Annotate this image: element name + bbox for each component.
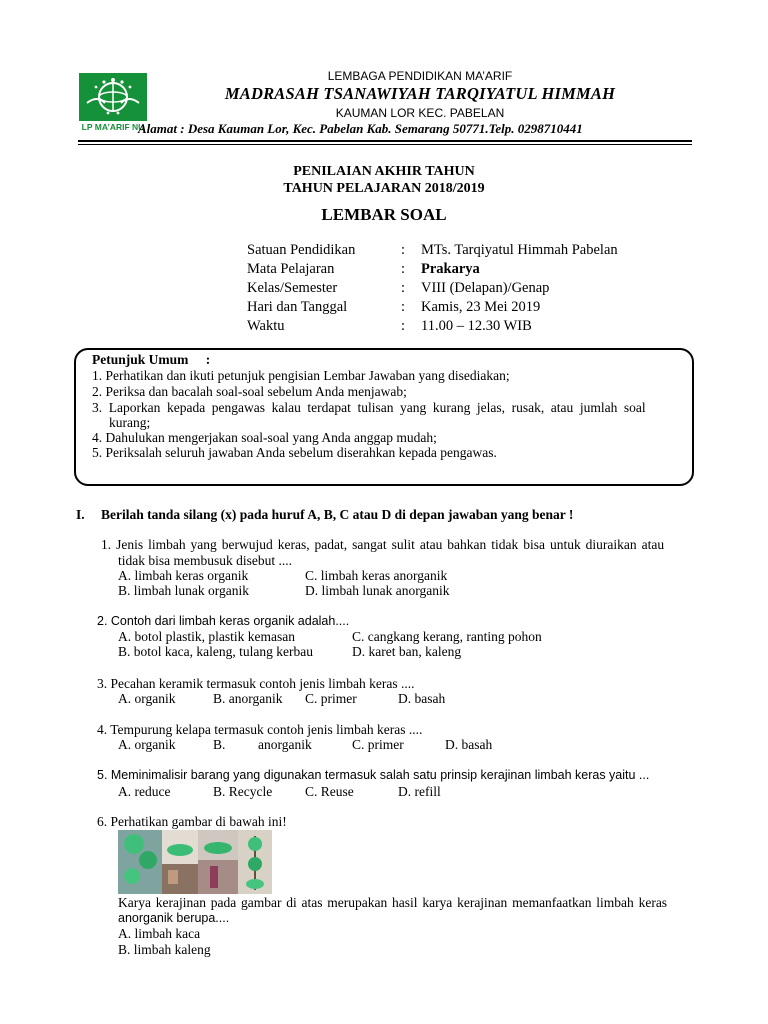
question-4-text: 4. Tempurung kelapa termasuk contoh jenis limbah keras .... — [97, 722, 423, 737]
question-6-text-cont: anorganik berupa.... — [118, 911, 230, 925]
question-6-text-cont: Karya kerajinan pada gambar di atas merupakan hasil karya kerajinan memanfaatkan limbah keras — [118, 895, 668, 910]
info-label: Hari dan Tanggal — [247, 299, 348, 315]
option-a: A. limbah keras organik — [118, 568, 249, 583]
option-d: D. basah — [398, 691, 446, 706]
option-d: D. refill — [398, 784, 441, 799]
lp-maarif-nu-logo — [79, 73, 147, 133]
info-value: 11.00 – 12.30 WIB — [421, 318, 532, 334]
option-b: B. limbah lunak organik — [118, 583, 249, 598]
instruction-item: 2. Periksa dan bacalah soal-soal sebelum Anda menjawab; — [92, 384, 407, 399]
option-b: B. Recycle — [213, 784, 273, 799]
logo-caption: LP MA’ARIF NU — [79, 121, 147, 133]
option-b-text: anorganik — [258, 737, 312, 752]
question-1-text-cont: tidak bisa membusuk disebut .... — [118, 553, 292, 568]
address-line: Alamat : Desa Kauman Lor, Kec. Pabelan Kab. Semarang 50771.Telp. 0298710441 — [138, 121, 583, 136]
header-rule-thin — [78, 144, 692, 145]
option-d: D. basah — [445, 737, 493, 752]
instructions-title-text: Petunjuk Umum — [92, 352, 189, 367]
instruction-item: 1. Perhatikan dan ikuti petunjuk pengisian Lembar Jawaban yang disediakan; — [92, 368, 510, 383]
option-a: A. organik — [118, 691, 176, 706]
info-sep: : — [401, 318, 406, 334]
option-c: C. cangkang kerang, ranting pohon — [352, 629, 542, 644]
school-year: TAHUN PELAJARAN 2018/2019 — [283, 181, 485, 196]
exam-title: PENILAIAN AKHIR TAHUN — [293, 164, 475, 179]
question-1-text: 1. Jenis limbah yang berwujud keras, padat, sangat sulit atau bahkan tidak bisa untuk diuraikan atau — [101, 537, 665, 552]
option-a: A. limbah kaca — [118, 926, 201, 941]
option-b: B. botol kaca, kaleng, tulang kerbau — [118, 644, 313, 659]
header-rule-thick — [78, 140, 692, 142]
kecamatan-heading: KAUMAN LOR KEC. PABELAN — [335, 106, 505, 120]
info-value: Kamis, 23 Mei 2019 — [421, 299, 541, 315]
sheet-title: LEMBAR SOAL — [321, 205, 447, 224]
option-c: C. primer — [352, 737, 404, 752]
nu-globe-icon — [79, 73, 147, 121]
instruction-item: kurang; — [109, 415, 151, 430]
question-3-text: 3. Pecahan keramik termasuk contoh jenis limbah keras .... — [97, 676, 415, 691]
madrasah-heading: MADRASAH TSANAWIYAH TARQIYATUL HIMMAH — [224, 84, 616, 103]
instruction-item: 5. Periksalah seluruh jawaban Anda sebelum diserahkan kepada pengawas. — [92, 445, 497, 460]
recycled-bottle-crafts-image — [118, 830, 272, 894]
section-instruction: Berilah tanda silang (x) pada huruf A, B, C atau D di depan jawaban yang benar ! — [101, 507, 574, 522]
option-c: C. limbah keras anorganik — [305, 568, 448, 583]
option-a: A. organik — [118, 737, 176, 752]
section-number: I. — [76, 507, 85, 522]
info-sep: : — [401, 261, 406, 277]
info-value: VIII (Delapan)/Genap — [421, 280, 550, 296]
option-c: C. Reuse — [305, 784, 354, 799]
info-value: MTs. Tarqiyatul Himmah Pabelan — [421, 242, 618, 258]
question-6-text: 6. Perhatikan gambar di bawah ini! — [97, 814, 287, 829]
info-label: Mata Pelajaran — [247, 261, 335, 277]
question-2-text: 2. Contoh dari limbah keras organik adalah.... — [97, 614, 350, 628]
info-value: Prakarya — [421, 261, 480, 277]
instruction-item: 4. Dahulukan mengerjakan soal-soal yang Anda anggap mudah; — [92, 430, 437, 445]
info-label: Waktu — [247, 318, 285, 334]
option-a: A. botol plastik, plastik kemasan — [118, 629, 295, 644]
info-label: Satuan Pendidikan — [247, 242, 356, 258]
info-label: Kelas/Semester — [247, 280, 338, 296]
option-a: A. reduce — [118, 784, 171, 799]
info-sep: : — [401, 242, 406, 258]
option-d: D. karet ban, kaleng — [352, 644, 462, 659]
option-c: C. primer — [305, 691, 357, 706]
craft-collage-icon — [118, 830, 272, 894]
lembaga-heading: LEMBAGA PENDIDIKAN MA’ARIF — [327, 69, 513, 83]
question-5-text: 5. Meminimalisir barang yang digunakan termasuk salah satu prinsip kerajinan limbah keras yaitu ... — [97, 768, 650, 782]
instruction-item: 3. Laporkan kepada pengawas kalau terdapat tulisan yang kurang jelas, rusak, atau jumlah soal — [92, 400, 646, 415]
instructions-title — [92, 352, 210, 368]
info-sep: : — [401, 299, 406, 315]
option-d: D. limbah lunak anorganik — [305, 583, 450, 598]
instructions-colon: : — [205, 352, 211, 367]
info-sep: : — [401, 280, 406, 296]
option-b: B. anorganik — [213, 691, 283, 706]
option-b: B. — [213, 737, 226, 752]
option-b: B. limbah kaleng — [118, 942, 211, 957]
